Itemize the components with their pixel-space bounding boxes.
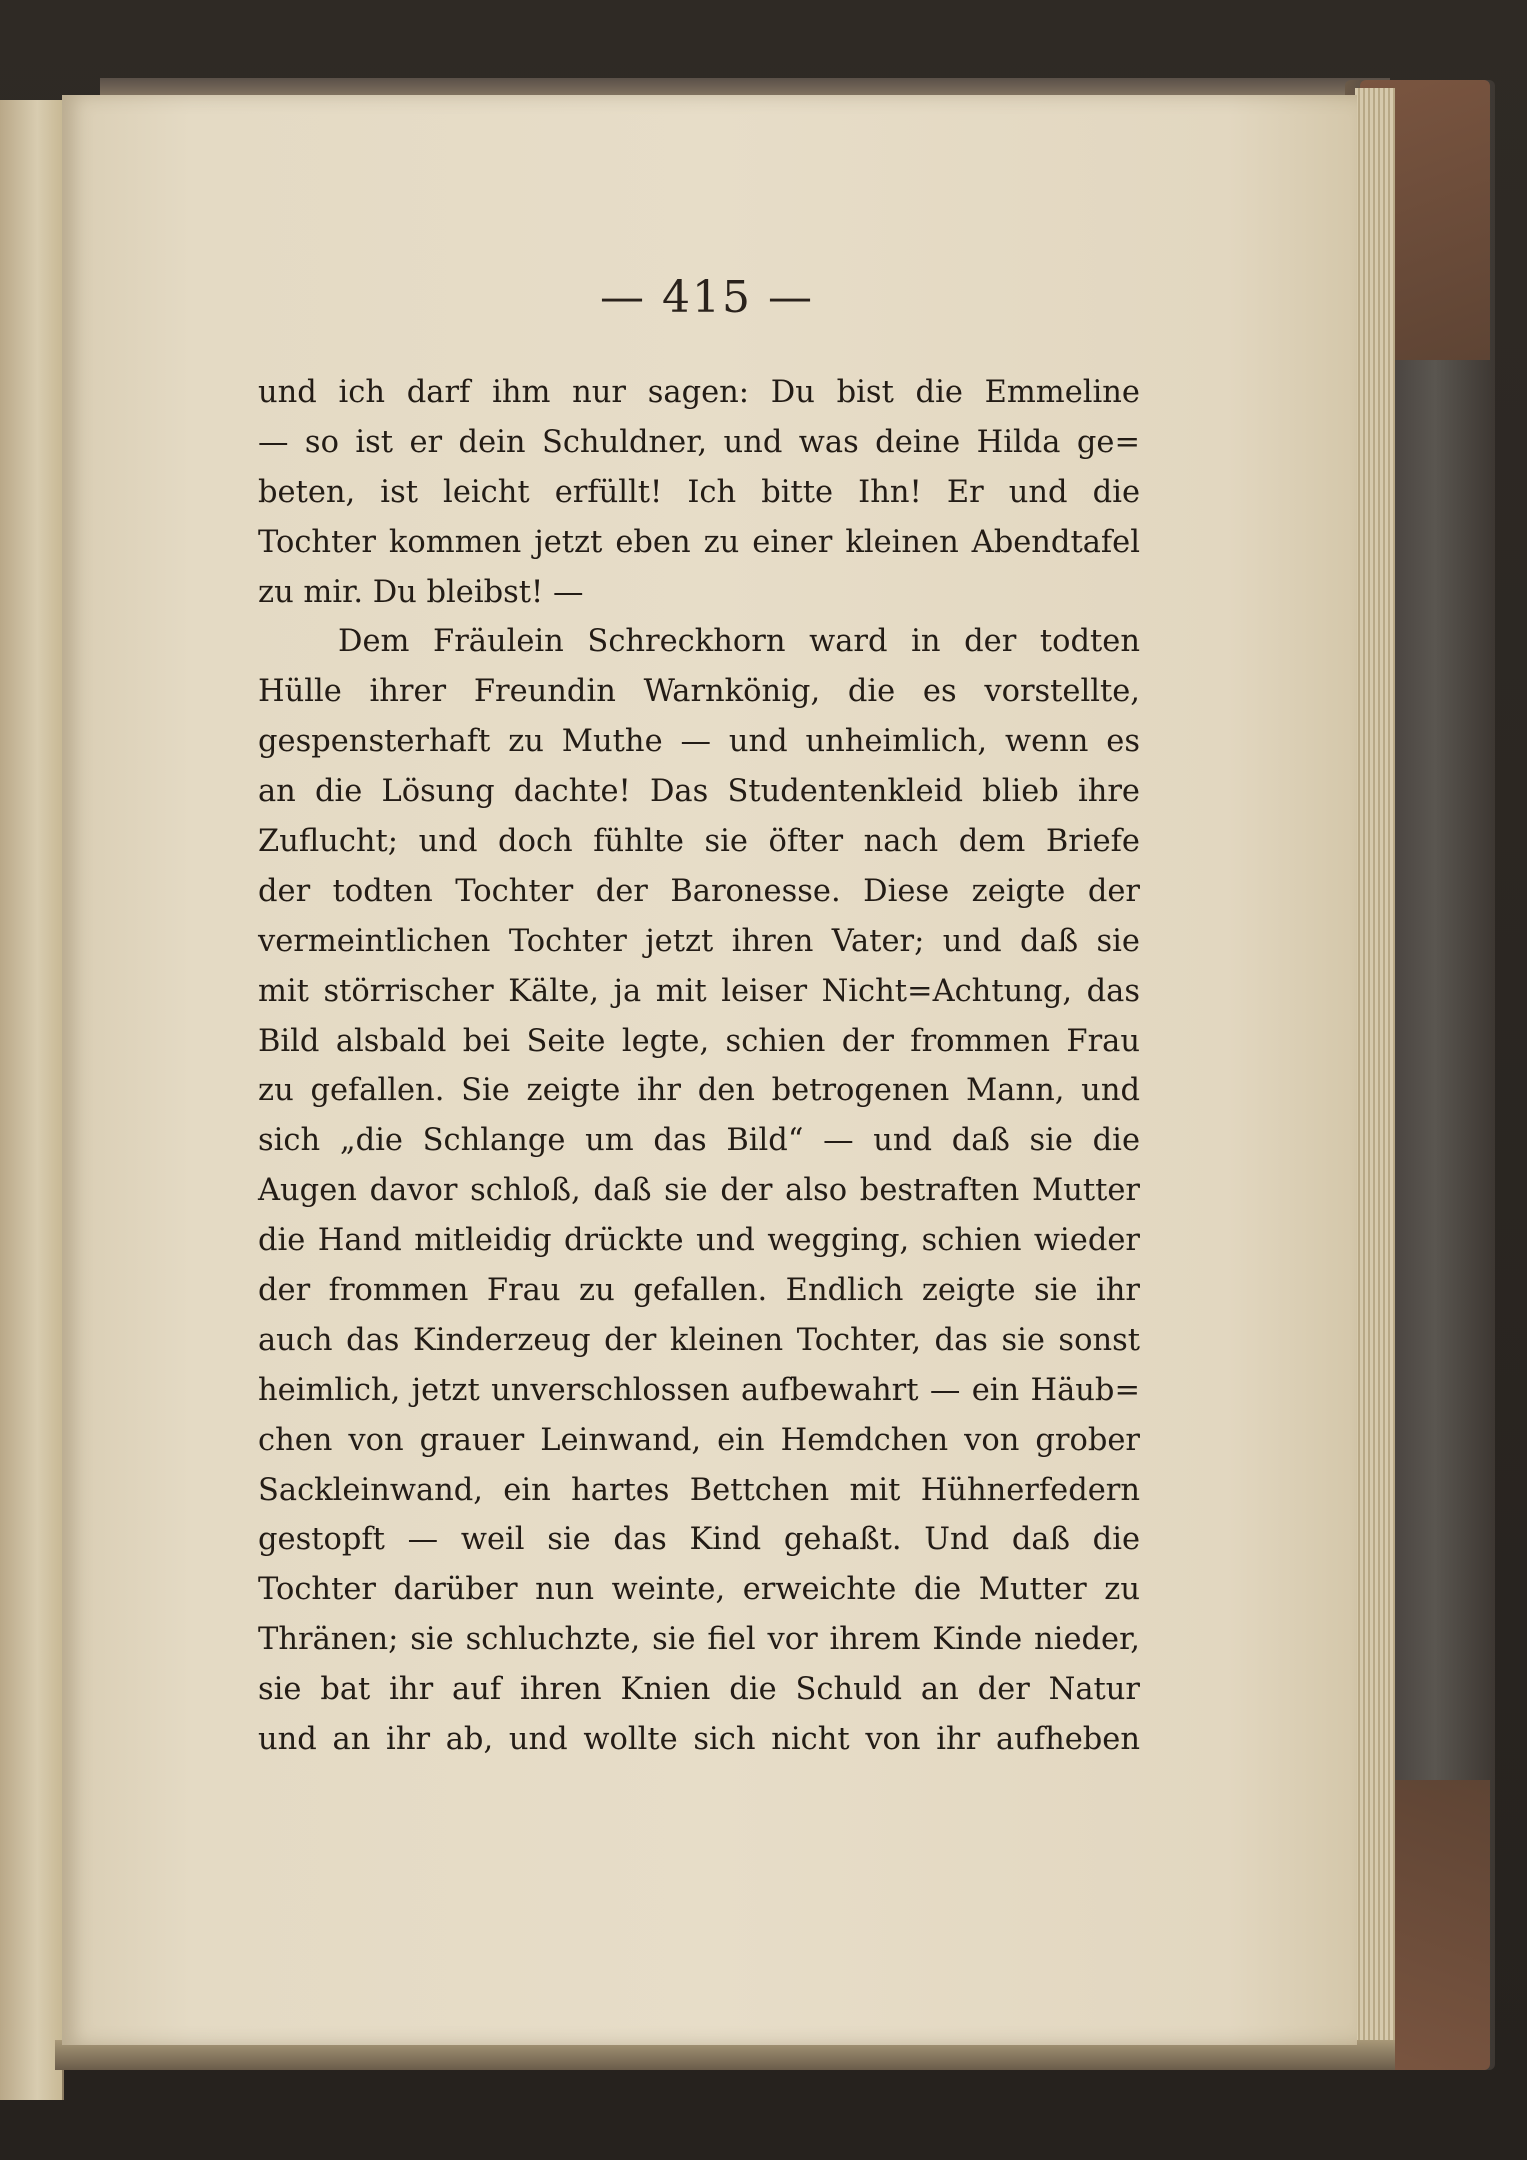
text-line: Tochter darüber nun weinte, erweichte die Mutter zu bbox=[258, 1572, 1140, 1608]
text-line: die Hand mitleidig drückte und wegging, schien wieder bbox=[258, 1223, 1140, 1259]
text-line: zu gefallen. Sie zeigte ihr den betrogenen Mann, und bbox=[258, 1073, 1140, 1109]
text-line: Thränen; sie schluchzte, sie fiel vor ihrem Kinde nieder, bbox=[258, 1622, 1140, 1658]
text-line: chen von grauer Leinwand, ein Hemdchen von grober bbox=[258, 1422, 1140, 1458]
text-line: gespensterhaft zu Muthe — und unheimlich, wenn es bbox=[258, 724, 1140, 760]
text-line: vermeintlichen Tochter jetzt ihren Vater; und daß sie bbox=[258, 923, 1140, 959]
text-line: und ich darf ihm nur sagen: Du bist die Emmeline bbox=[258, 375, 1140, 410]
text-line: Tochter kommen jetzt eben zu einer kleinen Abendtafel bbox=[258, 524, 1140, 560]
text-line: und an ihr ab, und wollte sich nicht von ihr aufheben bbox=[258, 1722, 1140, 1758]
text-line: auch das Kinderzeug der kleinen Tochter, das sie sonst bbox=[258, 1322, 1140, 1358]
text-line: Zuflucht; und doch fühlte sie öfter nach dem Briefe bbox=[258, 824, 1140, 860]
previous-page-edge bbox=[0, 100, 64, 2100]
text-line: mit störrischer Kälte, ja mit leiser Nicht=Achtung, das bbox=[258, 973, 1140, 1009]
text-line: Dem Fräulein Schreckhorn ward in der todten bbox=[338, 624, 1140, 660]
text-line: gestopft — weil sie das Kind gehaßt. Und daß die bbox=[258, 1522, 1140, 1558]
page-number: — 415 — bbox=[600, 272, 814, 323]
text-line: der frommen Frau zu gefallen. Endlich zeigte sie ihr bbox=[258, 1273, 1140, 1309]
body-text bbox=[258, 368, 1140, 1765]
text-line: beten, ist leicht erfüllt! Ich bitte Ihn! Er und die bbox=[258, 474, 1140, 510]
text-line: an die Lösung dachte! Das Studentenkleid blieb ihre bbox=[258, 774, 1140, 810]
text-line: Hülle ihrer Freundin Warnkönig, die es vorstellte, bbox=[258, 674, 1140, 710]
text-line: Bild alsbald bei Seite legte, schien der frommen Frau bbox=[258, 1023, 1140, 1059]
text-line: — so ist er dein Schuldner, und was deine Hilda ge= bbox=[258, 424, 1140, 460]
text-line: Sackleinwand, ein hartes Bettchen mit Hühnerfedern bbox=[258, 1472, 1140, 1508]
text-line: heimlich, jetzt unverschlossen aufbewahrt — ein Häub= bbox=[258, 1372, 1140, 1408]
text-line: zu mir. Du bleibst! — bbox=[258, 574, 584, 610]
text-line: sich „die Schlange um das Bild“ — und daß sie die bbox=[258, 1123, 1140, 1159]
page-stack-edges bbox=[1355, 88, 1395, 2063]
text-line: der todten Tochter der Baronesse. Diese zeigte der bbox=[258, 873, 1140, 909]
text-line: sie bat ihr auf ihren Knien die Schuld an der Natur bbox=[258, 1672, 1140, 1708]
text-line: Augen davor schloß, daß sie der also bestraften Mutter bbox=[258, 1173, 1140, 1209]
